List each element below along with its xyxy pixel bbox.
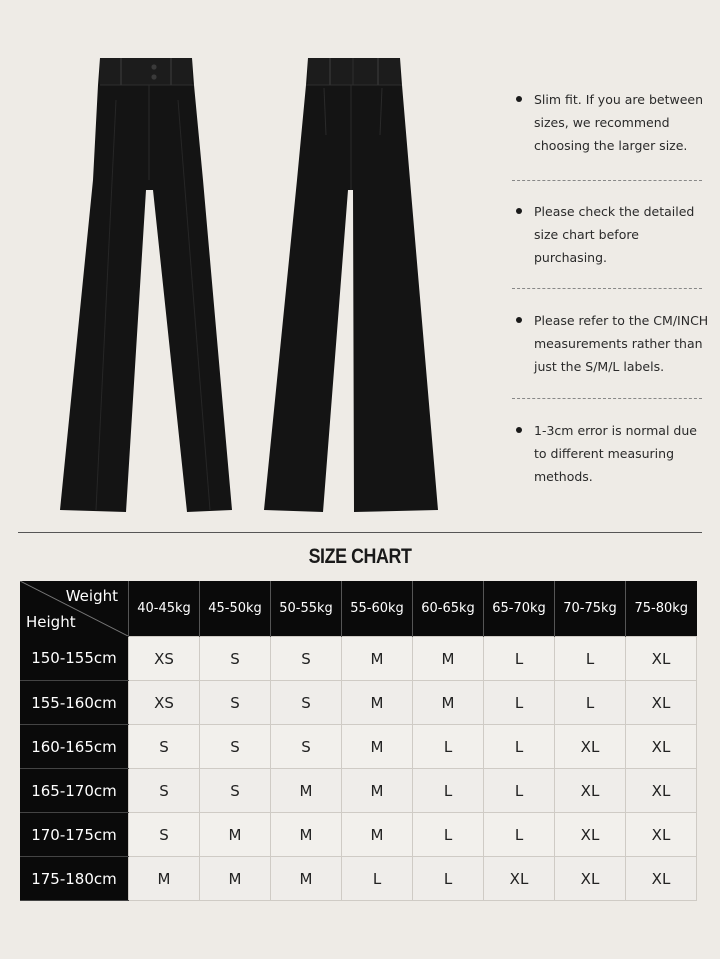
height-cell: 175-180cm <box>20 857 129 901</box>
bullet-icon <box>516 208 522 214</box>
table-row <box>20 769 697 813</box>
size-cell: M <box>342 637 413 681</box>
size-cell: S <box>271 637 342 681</box>
note-fit <box>512 88 712 157</box>
height-cell: 160-165cm <box>20 725 129 769</box>
note-text: Slim fit. If you are between sizes, we recommend choosing the larger size. <box>534 92 703 153</box>
height-label: Height <box>26 612 76 631</box>
size-cell: XL <box>555 857 626 901</box>
height-cell: 170-175cm <box>20 813 129 857</box>
note-text: Please refer to the CM/INCH measurements rather than just the S/M/L labels. <box>534 313 709 374</box>
size-cell: L <box>413 813 484 857</box>
weight-header: 70-75kg <box>555 581 626 637</box>
size-cell: M <box>271 857 342 901</box>
size-cell: L <box>484 813 555 857</box>
size-cell: L <box>555 681 626 725</box>
weight-header: 60-65kg <box>413 581 484 637</box>
size-cell: L <box>484 681 555 725</box>
size-cell: M <box>129 857 200 901</box>
size-cell: XL <box>626 857 697 901</box>
height-cell: 155-160cm <box>20 681 129 725</box>
size-cell: L <box>413 769 484 813</box>
size-cell: M <box>271 813 342 857</box>
size-cell: M <box>342 813 413 857</box>
size-cell: XL <box>555 769 626 813</box>
size-cell: L <box>555 637 626 681</box>
size-cell: L <box>484 637 555 681</box>
size-cell: M <box>342 769 413 813</box>
height-cell: 150-155cm <box>20 637 129 681</box>
section-divider <box>18 532 702 533</box>
size-cell: XL <box>555 725 626 769</box>
size-cell: M <box>200 857 271 901</box>
size-cell: M <box>413 637 484 681</box>
bullet-icon <box>516 317 522 323</box>
size-cell: S <box>200 637 271 681</box>
size-cell: XL <box>626 769 697 813</box>
size-cell: S <box>129 769 200 813</box>
divider <box>512 288 702 289</box>
note-measurements <box>512 309 712 378</box>
weight-header: 55-60kg <box>342 581 413 637</box>
bullet-icon <box>516 427 522 433</box>
table-row <box>20 637 697 681</box>
size-cell: S <box>200 725 271 769</box>
table-row <box>20 857 697 901</box>
weight-header: 75-80kg <box>626 581 697 637</box>
size-cell: XL <box>555 813 626 857</box>
size-cell: L <box>342 857 413 901</box>
size-cell: L <box>484 725 555 769</box>
weight-label: Weight <box>65 587 118 605</box>
size-chart-title: SIZE CHART <box>308 545 412 568</box>
table-row <box>20 813 697 857</box>
weight-header: 50-55kg <box>271 581 342 637</box>
bullet-icon <box>516 96 522 102</box>
size-cell: L <box>484 769 555 813</box>
size-cell: XL <box>626 725 697 769</box>
corner-cell <box>20 581 129 637</box>
weight-header: 40-45kg <box>129 581 200 637</box>
size-cell: M <box>271 769 342 813</box>
note-text: 1-3cm error is normal due to different measuring methods. <box>534 423 697 484</box>
weight-header: 45-50kg <box>200 581 271 637</box>
note-error <box>512 419 712 488</box>
size-cell: XL <box>626 681 697 725</box>
table-row <box>20 725 697 769</box>
size-cell: M <box>200 813 271 857</box>
size-cell: S <box>129 813 200 857</box>
size-cell: M <box>342 681 413 725</box>
pants-back-image <box>264 58 438 512</box>
size-cell: M <box>342 725 413 769</box>
note-text: Please check the detailed size chart before purchasing. <box>534 204 695 265</box>
size-cell: S <box>200 769 271 813</box>
size-cell: L <box>413 857 484 901</box>
pants-front-image <box>60 58 232 512</box>
product-notes <box>512 88 712 488</box>
size-cell: XS <box>129 681 200 725</box>
size-cell: S <box>271 725 342 769</box>
size-cell: S <box>129 725 200 769</box>
size-cell: S <box>271 681 342 725</box>
divider <box>512 398 702 399</box>
note-check-chart <box>512 200 712 269</box>
size-cell: XL <box>626 637 697 681</box>
size-cell: L <box>413 725 484 769</box>
header-row <box>20 581 697 637</box>
size-cell: XL <box>484 857 555 901</box>
product-images <box>40 40 480 530</box>
size-cell: XS <box>129 637 200 681</box>
weight-header: 65-70kg <box>484 581 555 637</box>
height-cell: 165-170cm <box>20 769 129 813</box>
table-row <box>20 681 697 725</box>
size-cell: M <box>413 681 484 725</box>
size-chart-table <box>20 581 697 901</box>
size-cell: XL <box>626 813 697 857</box>
divider <box>512 180 702 181</box>
size-cell: S <box>200 681 271 725</box>
